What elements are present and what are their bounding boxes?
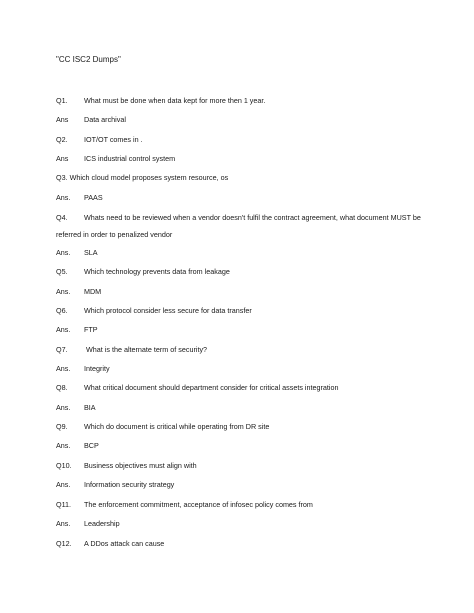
answer-8 [56,403,96,413]
answer-5-label: Ans. [56,287,71,296]
question-3 [56,173,228,183]
question-5-text: Which technology prevents data from leakage [84,267,230,276]
question-4-number: Q4. [56,213,68,222]
question-4 [56,209,421,243]
question-1-text: What must be done when data kept for more then 1 year. [84,96,266,105]
question-6-number: Q6. [56,306,68,315]
question-12-text: A DDos attack can cause [84,539,165,548]
answer-11-text: Leadership [84,519,120,528]
answer-4-label: Ans. [56,248,71,257]
question-7-text: What is the alternate term of security? [84,345,208,354]
question-2 [56,135,143,145]
question-10 [56,461,197,471]
question-6 [56,306,252,316]
answer-10-label: Ans. [56,480,71,489]
question-10-text: Business objectives must align with [84,461,197,470]
question-9 [56,422,269,432]
answer-8-label: Ans. [56,403,71,412]
question-5 [56,267,230,277]
answer-7-label: Ans. [56,364,71,373]
question-3-text: Q3. Which cloud model proposes system resource, os [56,173,229,182]
question-2-text: IOT/OT comes in . [84,135,143,144]
answer-3-label: Ans. [56,193,71,202]
question-1 [56,96,265,106]
answer-2 [56,154,175,164]
answer-10-text: Information security strategy [84,480,175,489]
answer-7-text: Integrity [84,364,110,373]
answer-5-text: MDM [84,287,102,296]
answer-4 [56,248,98,258]
question-11-number: Q11. [56,500,72,509]
question-7-number: Q7. [56,345,68,354]
question-12-number: Q12. [56,539,72,548]
answer-10 [56,480,174,490]
question-8-text: What critical document should department consider for critical assets integration [84,383,339,392]
answer-3-text: PAAS [84,193,103,202]
answer-1-text: Data archival [84,115,126,124]
answer-1 [56,115,126,125]
question-11 [56,500,313,510]
answer-2-label: Ans [56,154,69,163]
answer-9-text: BCP [84,441,99,450]
answer-1-label: Ans [56,115,69,124]
question-7 [56,345,207,355]
answer-2-text: ICS industrial control system [84,154,176,163]
question-8-number: Q8. [56,383,68,392]
answer-11-label: Ans. [56,519,71,528]
question-10-number: Q10. [56,461,72,470]
answer-9 [56,441,99,451]
question-6-text: Which protocol consider less secure for data transfer [84,306,252,315]
question-9-text: Which do document is critical while operating from DR site [84,422,270,431]
answer-9-label: Ans. [56,441,71,450]
question-8 [56,383,338,393]
question-12 [56,539,164,549]
answer-6-label: Ans. [56,325,71,334]
answer-6 [56,325,98,335]
question-9-number: Q9. [56,422,68,431]
question-4-text: Whats need to be reviewed when a vendor doesn't fulfil the contract agreement, what document MUST be referred in order to penalized vendor [56,213,421,239]
question-1-number: Q1. [56,96,68,105]
answer-7 [56,364,110,374]
answer-6-text: FTP [84,325,98,334]
question-2-number: Q2. [56,135,68,144]
question-5-number: Q5. [56,267,68,276]
answer-8-text: BIA [84,403,96,412]
question-11-text: The enforcement commitment, acceptance of infosec policy comes from [84,500,313,509]
document-title: "CC ISC2 Dumps" [56,55,121,64]
answer-3 [56,193,103,203]
answer-4-text: SLA [84,248,98,257]
answer-5 [56,287,101,297]
answer-11 [56,519,120,529]
